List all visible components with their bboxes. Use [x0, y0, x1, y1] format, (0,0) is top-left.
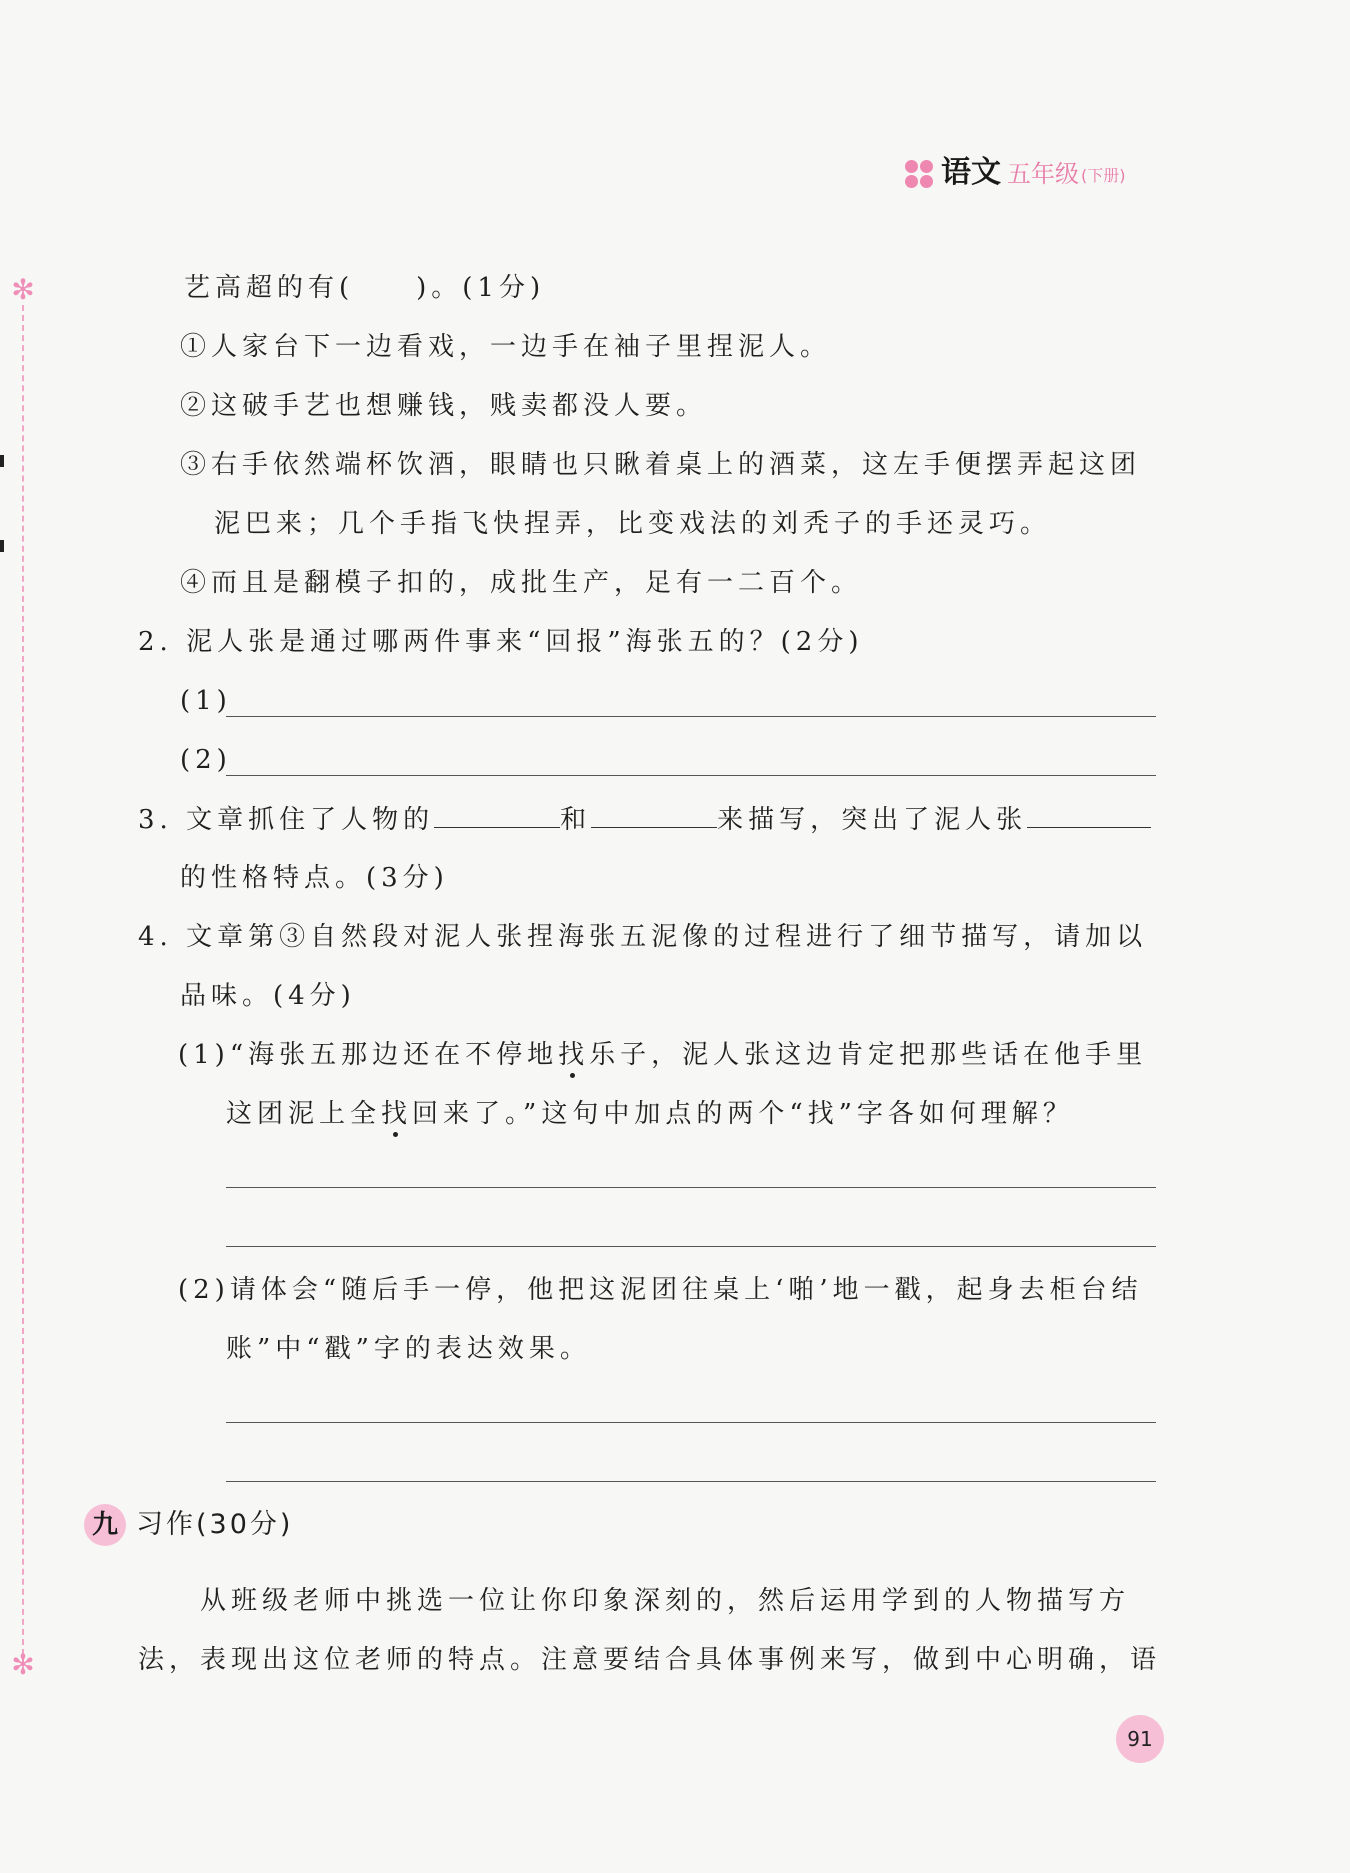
q4-sub2-answer-line-1[interactable] [226, 1422, 1156, 1423]
q1-option-3-cont: 泥巴来；几个手指飞快捏弄，比变戏法的刘秃子的手还灵巧。 [214, 509, 1052, 539]
q4-sub1-line-1 [178, 1037, 1147, 1073]
page-header [905, 150, 1126, 190]
q4-sub1-text-d: 回来了。”这句中加点的两个“找”字各如何理解？ [412, 1099, 1074, 1129]
q3-text-3: 来描写，突出了泥人张 [717, 805, 1028, 835]
writing-prompt-line-2: 法，表现出这位老师的特点。注意要结合具体事例来写，做到中心明确，语 [138, 1645, 1162, 1675]
q4-sub2-line-1: (2)请体会“随后手一停，他把这泥团往桌上‘啪’地一戳，起身去柜台结 [178, 1275, 1143, 1305]
q1-stem-tail: 艺高超的有( )。(1分) [184, 273, 546, 303]
q4-sub1-answer-line-2[interactable] [226, 1246, 1156, 1247]
q1-option-1: ①人家台下一边看戏，一边手在袖子里捏泥人。 [180, 332, 832, 362]
q4-sub1-text-a: (1)“海张五那边还在不停地 [178, 1040, 559, 1070]
q4-stem-1: 4. 文章第③自然段对泥人张捏海张五泥像的过程进行了细节描写，请加以 [138, 922, 1148, 952]
q1-option-3: ③右手依然端杯饮酒，眼睛也只瞅着桌上的酒菜，这左手便摆弄起这团 [180, 450, 1142, 480]
q4-sub1-line-2 [226, 1096, 1074, 1132]
q3-blank-3[interactable] [1027, 801, 1151, 828]
q4-sub1-dotted-char-1: 找 [558, 1040, 590, 1070]
q1-option-4: ④而且是翻模子扣的，成批生产，足有一二百个。 [180, 568, 863, 598]
margin-dashed-line [22, 305, 24, 1665]
flower-star-icon: ✻ [11, 1648, 35, 1681]
q3-line-2: 的性格特点。(3分) [180, 863, 449, 893]
q3-blank-1[interactable] [434, 801, 560, 828]
q4-sub1-answer-line-1[interactable] [226, 1187, 1156, 1188]
q2-item-2-label: (2) [180, 745, 232, 775]
section-title: 习作(30分) [136, 1509, 294, 1540]
subject-title: 语文 [941, 155, 1001, 190]
q2-answer-line-1[interactable] [226, 716, 1156, 717]
writing-prompt-line-1: 从班级老师中挑选一位让你印象深刻的，然后运用学到的人物描写方 [200, 1586, 1131, 1616]
q4-stem-2: 品味。(4分) [180, 981, 356, 1011]
q2-stem: 2. 泥人张是通过哪两件事来“回报”海张五的？(2分) [138, 627, 864, 657]
q4-sub1-dotted-char-2: 找 [381, 1099, 413, 1129]
volume-label: (下册) [1081, 166, 1126, 185]
q4-sub2-answer-line-2[interactable] [226, 1481, 1156, 1482]
flower-logo-icon [905, 160, 935, 190]
grade-label: 五年级 [1007, 160, 1079, 188]
flower-star-icon: ✻ [11, 273, 35, 306]
section-number-badge: 九 [84, 1504, 126, 1546]
q3-line-1 [138, 801, 1151, 838]
q3-text-1: 3. 文章抓住了人物的 [138, 805, 435, 835]
edge-mark [0, 540, 4, 552]
q4-sub2-line-2: 账”中“戳”字的表达效果。 [226, 1334, 591, 1364]
q3-blank-2[interactable] [591, 801, 717, 828]
q2-answer-line-2[interactable] [226, 775, 1156, 776]
edge-mark [0, 455, 4, 467]
q4-sub1-text-b: 乐子，泥人张这边肯定把那些话在他手里 [589, 1040, 1148, 1070]
q4-sub1-text-c: 这团泥上全 [226, 1099, 382, 1129]
q2-item-1-label: (1) [180, 686, 232, 716]
q3-text-2: 和 [560, 805, 592, 835]
page-number: 91 [1116, 1715, 1164, 1763]
q1-option-2: ②这破手艺也想赚钱，贱卖都没人要。 [180, 391, 708, 421]
